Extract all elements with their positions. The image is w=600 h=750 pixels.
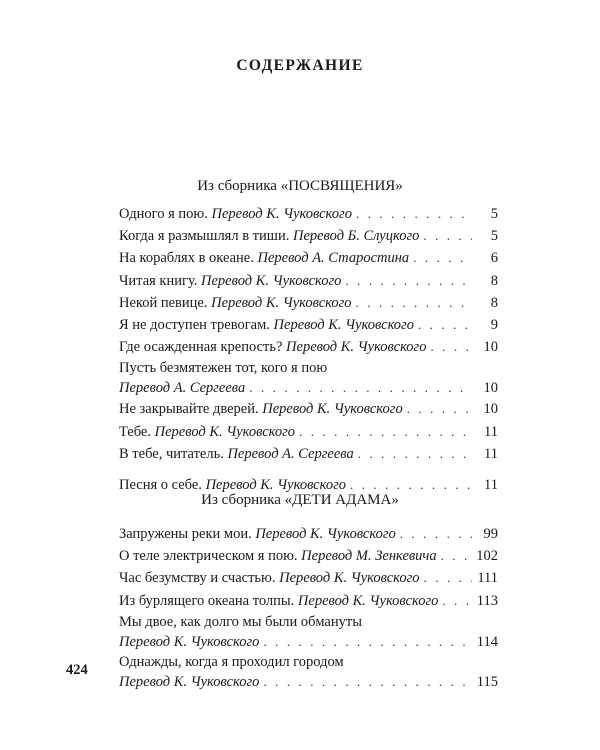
dot-leader — [424, 567, 472, 589]
dot-leader — [358, 443, 472, 465]
entry-title: Читая книгу. — [119, 272, 198, 289]
entry-page: 102 — [476, 548, 498, 565]
toc-entry[interactable] — [119, 612, 498, 652]
dot-leader — [345, 270, 472, 292]
entry-translator: Перевод Б. Слуцкого — [292, 228, 420, 245]
entry-translator: Перевод К. Чуковского — [211, 206, 352, 222]
dot-leader — [299, 421, 472, 443]
toc-entry[interactable] — [119, 247, 498, 269]
entry-title: Одного я пою. — [119, 206, 208, 222]
entry-page: 6 — [490, 250, 498, 267]
entry-translator: Перевод А. Старостина — [257, 250, 410, 267]
entry-page: 10 — [483, 380, 498, 397]
toc-entry[interactable] — [119, 314, 498, 336]
toc-entry[interactable] — [119, 398, 498, 420]
dot-leader — [418, 314, 472, 336]
toc-list-children-of-adam — [119, 523, 498, 692]
entry-translator: Перевод А. Сергеева — [227, 445, 354, 462]
entry-title: В тебе, читатель. — [119, 445, 224, 462]
entry-page: 5 — [490, 206, 498, 222]
entry-translator: Перевод К. Чуковского — [255, 526, 396, 542]
entry-page: 9 — [490, 316, 498, 333]
entry-page: 11 — [484, 423, 498, 440]
dot-leader — [441, 545, 472, 567]
entry-title: Мы двое, как долго мы были обмануты — [119, 613, 362, 630]
entry-page: 11 — [484, 476, 498, 493]
dot-leader — [423, 225, 472, 247]
entry-translator: Перевод К. Чуковского — [297, 592, 439, 609]
entry-translator: Перевод К. Чуковского — [211, 294, 352, 311]
toc-entry[interactable] — [119, 270, 498, 292]
entry-page: 10 — [483, 339, 498, 356]
entry-title: Запружены реки мои. — [119, 526, 252, 542]
entry-title: Я не доступен тревогам. — [119, 316, 270, 333]
entry-page: 5 — [490, 228, 498, 245]
entry-title: О теле электрическом я пою. — [119, 548, 298, 565]
toc-entry[interactable] — [119, 292, 498, 314]
entry-page: 99 — [483, 526, 498, 542]
entry-translator: Перевод К. Чуковского — [154, 423, 296, 440]
toc-entry[interactable] — [119, 523, 498, 545]
page-number: 424 — [66, 662, 88, 678]
entry-translator: Перевод К. Чуковского — [279, 570, 420, 587]
entry-translator: Перевод А. Сергеева — [119, 380, 246, 397]
dot-leader — [356, 203, 472, 225]
toc-entry[interactable] — [119, 336, 498, 358]
entry-translator: Перевод М. Зенкевича — [301, 548, 437, 565]
dot-leader — [400, 523, 472, 545]
entry-translator: Перевод К. Чуковского — [119, 633, 260, 650]
dot-leader — [263, 672, 472, 692]
dot-leader — [430, 336, 472, 358]
entry-translator: Перевод К. Чуковского — [205, 476, 346, 493]
dot-leader — [263, 632, 472, 652]
toc-entry[interactable] — [119, 652, 498, 692]
entry-title: Тебе. — [119, 423, 151, 440]
entry-page: 8 — [490, 294, 498, 311]
dot-leader — [413, 247, 472, 269]
toc-entry[interactable] — [119, 567, 498, 589]
entry-title: Не закрывайте дверей. — [119, 401, 259, 418]
entry-translator: Перевод К. Чуковского — [273, 316, 414, 333]
section-heading-dedications: Из сборника «ПОСВЯЩЕНИЯ» — [197, 178, 403, 194]
entry-title: Час безумству и счастью. — [119, 570, 276, 587]
toc-entry[interactable] — [119, 443, 498, 465]
toc-entry[interactable] — [119, 203, 498, 225]
entry-page: 8 — [490, 272, 498, 289]
entry-title: Однажды, когда я проходил городом — [119, 653, 344, 670]
entry-translator: Перевод К. Чуковского — [119, 673, 260, 690]
entry-title: Из бурлящего океана толпы. — [119, 592, 295, 609]
dot-leader — [249, 378, 472, 398]
toc-entry[interactable] — [119, 421, 498, 443]
toc-list-dedications — [119, 203, 498, 496]
entry-page: 114 — [476, 633, 498, 650]
toc-entry[interactable] — [119, 590, 498, 612]
dot-leader — [356, 292, 472, 314]
entry-translator: Перевод К. Чуковского — [201, 272, 342, 289]
page-title: СОДЕРЖАНИЕ — [236, 57, 364, 74]
entry-page: 113 — [476, 592, 498, 609]
entry-title: Когда я размышлял в тиши. — [119, 228, 290, 245]
entry-title: Где осажденная крепость? — [119, 339, 283, 356]
entry-page: 115 — [476, 673, 498, 690]
entry-title: Песня о себе. — [119, 476, 202, 493]
dot-leader — [442, 590, 472, 612]
section-heading-children-of-adam: Из сборника «ДЕТИ АДАМА» — [201, 492, 399, 508]
entry-title: На кораблях в океане. — [119, 250, 254, 267]
entry-page: 11 — [484, 445, 498, 462]
entry-translator: Перевод К. Чуковского — [262, 401, 403, 418]
entry-page: 111 — [477, 570, 498, 587]
entry-page: 10 — [483, 401, 498, 418]
toc-entry[interactable] — [119, 358, 498, 398]
toc-entry[interactable] — [119, 225, 498, 247]
toc-entry[interactable] — [119, 545, 498, 567]
entry-translator: Перевод К. Чуковского — [286, 339, 427, 356]
entry-title: Некой певице. — [119, 294, 208, 311]
dot-leader — [407, 398, 472, 420]
entry-title: Пусть безмятежен тот, кого я пою — [119, 360, 328, 377]
